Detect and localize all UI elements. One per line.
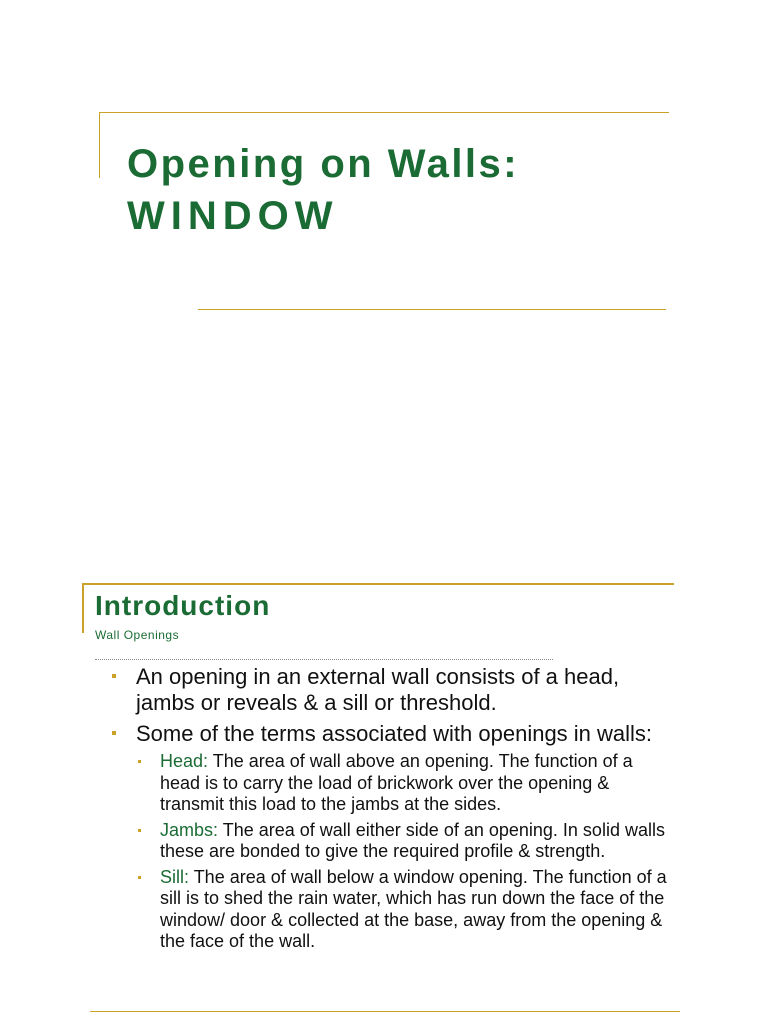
content-slide [0,575,768,1024]
list-item [112,664,672,716]
square-bullet-icon [112,731,116,735]
term-label: Jambs: [160,819,219,840]
title-top-rule [99,112,669,113]
subheading-underline [95,659,553,660]
square-bullet-icon [138,876,141,879]
bullet-list [112,664,672,958]
square-bullet-icon [112,674,116,678]
term-definition: The area of wall either side of an opening. In solid walls these are bonded to give the required profile & strength. [160,819,665,861]
sub-list-item-head [136,751,672,816]
section-subheading: Wall Openings [95,628,180,642]
sub-list-item-jambs [136,820,672,863]
sub-list-item-sill [136,867,672,953]
list-item [112,721,672,953]
bullet-text: Some of the terms associated with openings in walls: [136,721,653,746]
sub-bullet-list [136,751,672,953]
term-definition: The area of wall below a window opening. The function of a sill is to shed the rain water, which has run down the face of the window/ door & collected at the base, away from the opening & the face of the wall. [160,866,667,951]
term-label: Head: [160,751,209,771]
content-left-rule [82,583,84,633]
section-heading: Introduction [95,590,271,621]
term-definition: The area of wall above an opening. The function of a head is to carry the load of brickwork over the opening & transmit this load to the jambs at the sides. [160,751,633,814]
content-top-rule [82,583,674,585]
square-bullet-icon [138,829,141,832]
square-bullet-icon [138,760,141,763]
title-left-rule [99,112,100,178]
title-bottom-rule [198,309,666,310]
slide-title-line-2: WINDOW [127,194,339,238]
term-label: Sill: [160,866,190,887]
slide-title-line-1: Opening on Walls: [127,142,520,186]
slide-title [127,138,519,242]
bullet-text: An opening in an external wall consists of a head, jambs or reveals & a sill or threshold. [136,664,620,715]
content-bottom-rule [90,1011,680,1012]
